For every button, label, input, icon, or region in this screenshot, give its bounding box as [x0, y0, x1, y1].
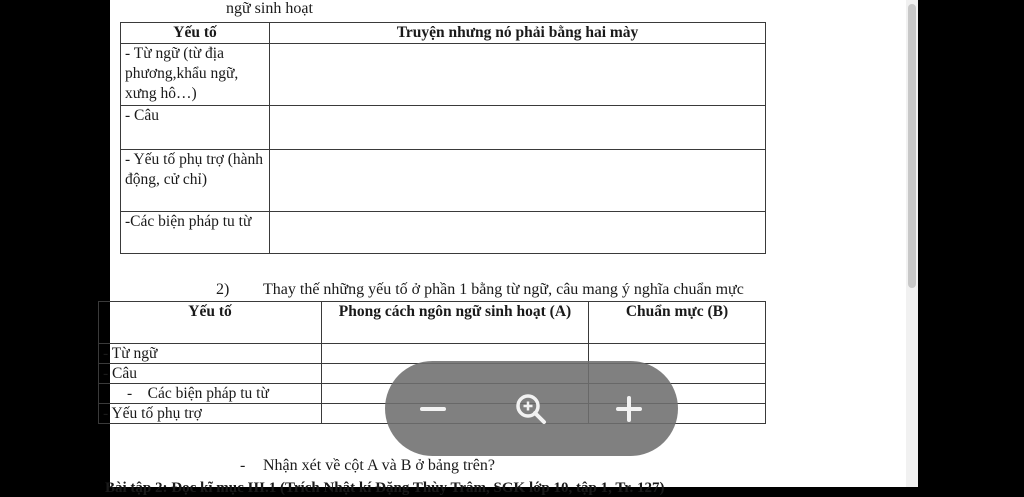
right-dark-margin — [918, 0, 1024, 487]
magnifier-plus-icon — [514, 392, 548, 426]
table-row — [121, 106, 766, 150]
table-2-row-label: - Các biện pháp tu từ — [99, 384, 322, 404]
table-1-header-col1: Yếu tố — [121, 23, 270, 44]
table-1-header-col2: Truyện nhưng nó phải bằng hai mày — [270, 23, 766, 44]
top-line: ngữ sinh hoạt — [226, 0, 313, 17]
table-1-empty-cell — [270, 150, 766, 212]
minus-icon — [420, 407, 446, 411]
table-1-row-label: -Các biện pháp tu từ — [121, 212, 270, 254]
zoom-reset-button[interactable] — [503, 361, 559, 456]
table-1-empty-cell — [270, 44, 766, 106]
plus-icon — [616, 396, 642, 422]
bullet-text: Nhận xét về cột A và B ở bảng trên? — [263, 457, 495, 474]
table-1-row-label: - Câu — [121, 106, 270, 150]
zoom-controls — [385, 361, 678, 456]
vertical-scrollbar[interactable] — [906, 0, 918, 487]
zoom-out-button[interactable] — [405, 361, 461, 456]
table-1-empty-cell — [270, 212, 766, 254]
section-2-number: 2) — [216, 281, 230, 298]
table-row — [121, 44, 766, 106]
table-row — [121, 150, 766, 212]
scrollbar-thumb[interactable] — [908, 4, 916, 288]
table-2-row-label: - Từ ngữ — [99, 344, 322, 364]
table-2-row-label: - Yếu tố phụ trợ — [99, 404, 322, 424]
table-row — [121, 212, 766, 254]
table-2-row-label: - Câu — [99, 364, 322, 384]
cut-off-line: Bài tập 2: Đọc kĩ mục III.1 (Trích Nhật kí Đặng Thùy Trâm, SGK lớp 10, tập 1, Tr. 127) — [105, 480, 665, 496]
table-1 — [120, 22, 766, 254]
bullet-dash: - — [240, 457, 246, 474]
table-2-header-col2: Phong cách ngôn ngữ sinh hoạt (A) — [322, 302, 589, 344]
table-1-empty-cell — [270, 106, 766, 150]
table-1-header — [121, 23, 766, 44]
table-1-row-label: - Yếu tố phụ trợ (hành động, cử chỉ) — [121, 150, 270, 212]
section-2-title: Thay thế những yếu tố ở phần 1 bằng từ ngữ, câu mang ý nghĩa chuẩn mực — [263, 281, 744, 298]
table-2-header-col3: Chuẩn mực (B) — [589, 302, 766, 344]
table-2-header — [99, 302, 766, 344]
zoom-in-button[interactable] — [601, 361, 657, 456]
table-2-header-col1: Yếu tố — [99, 302, 322, 344]
table-1-row-label: - Từ ngữ (từ địa phương,khẩu ngữ, xưng hô…) — [121, 44, 270, 106]
